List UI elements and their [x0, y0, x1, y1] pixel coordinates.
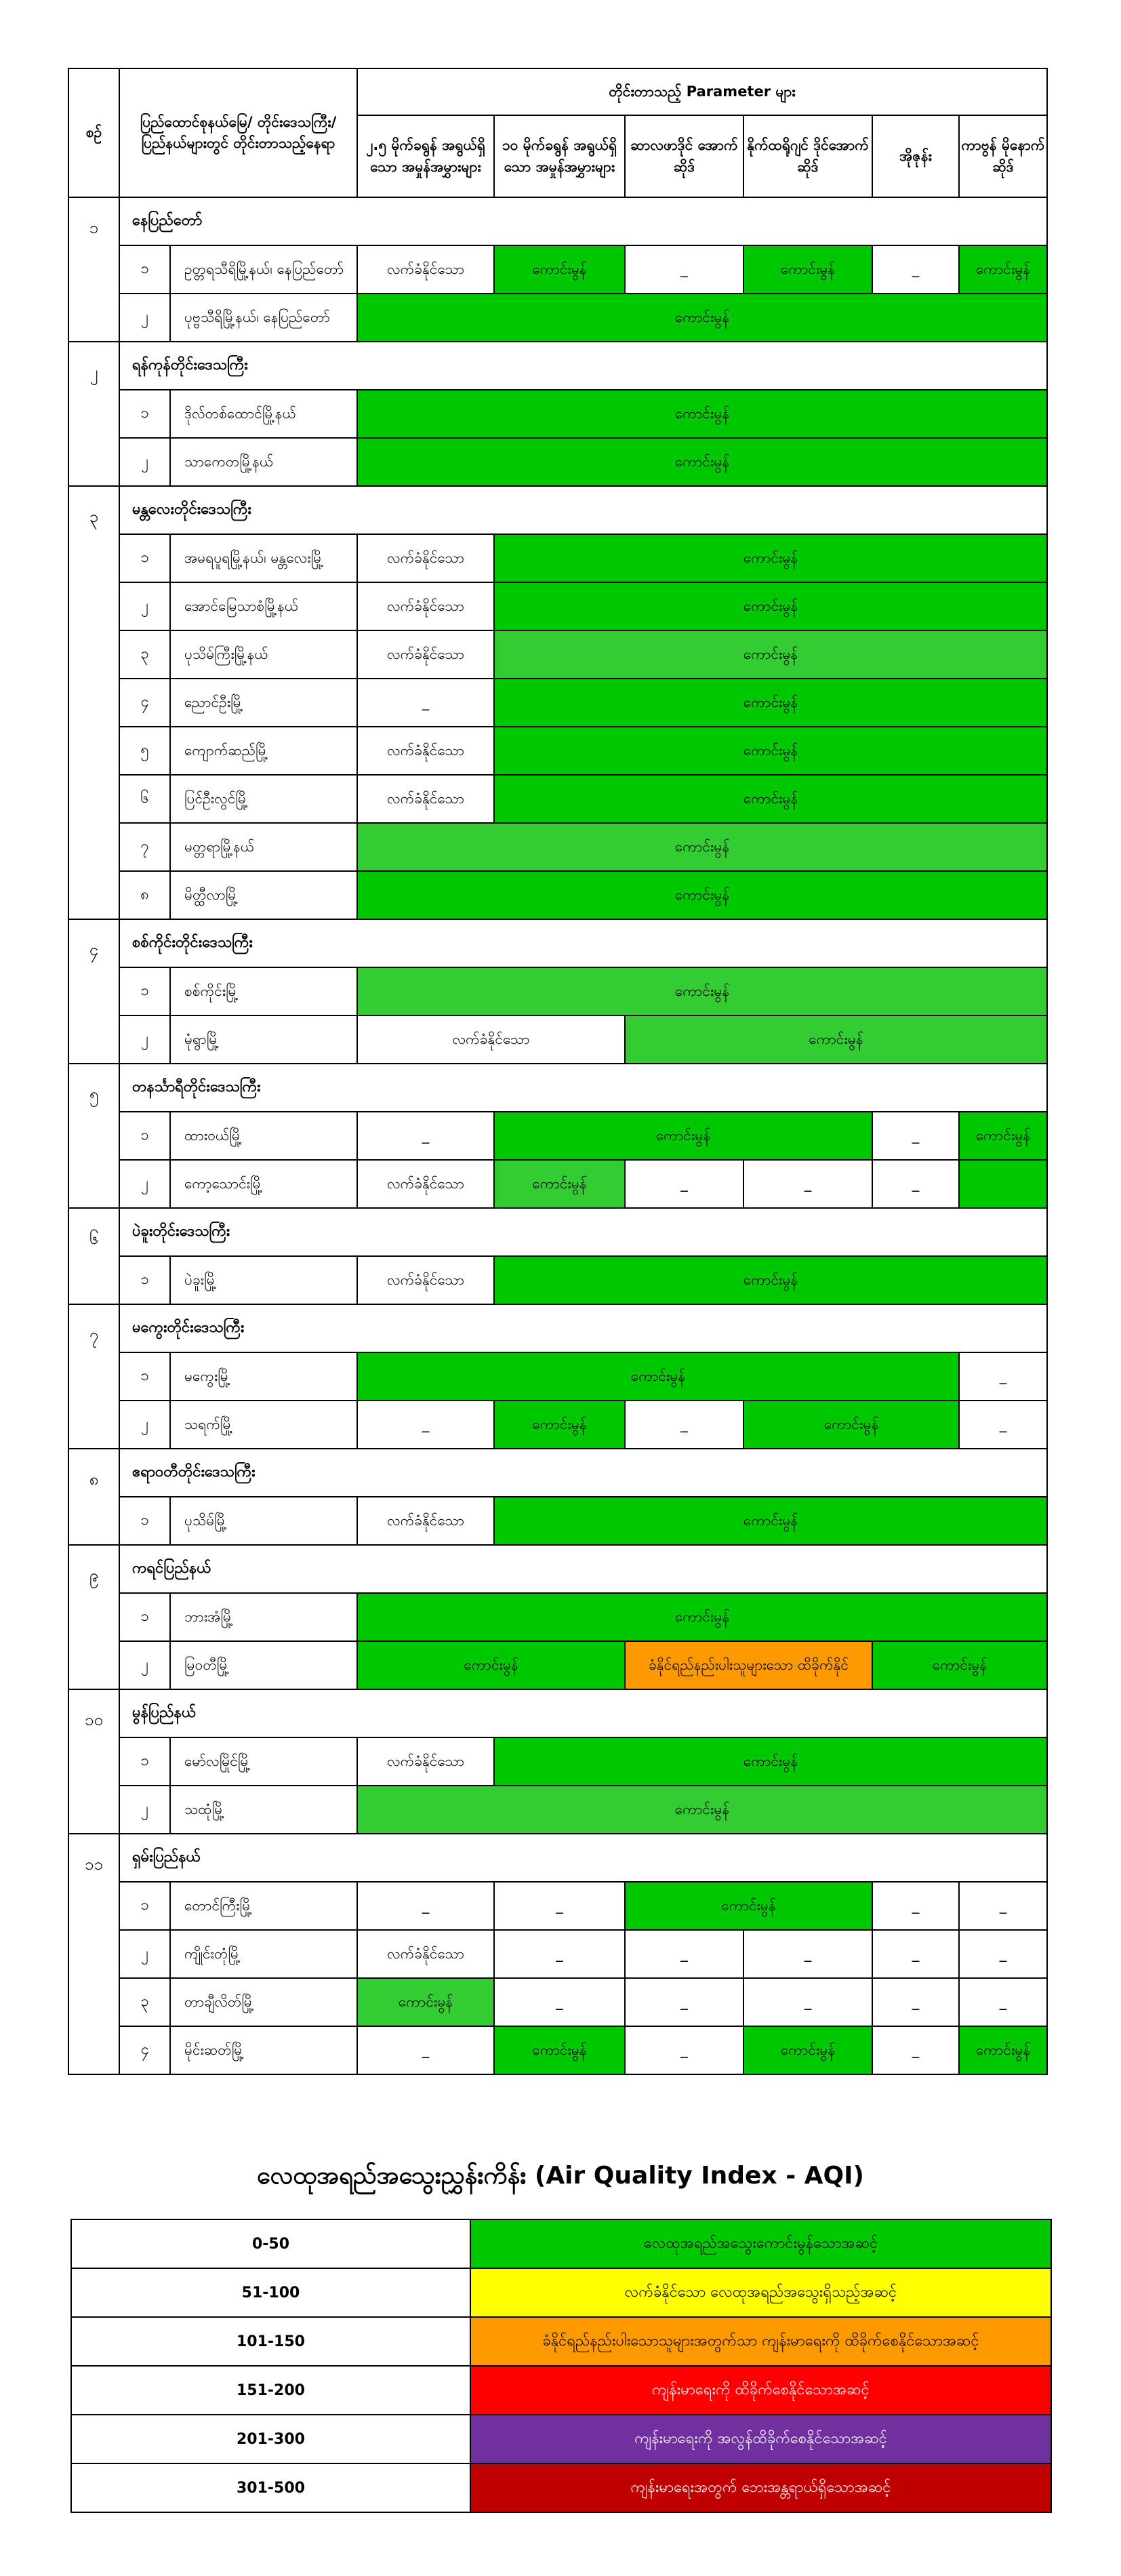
parameter-status-cell: ကောင်းမွန်: [494, 1256, 1047, 1304]
region-number: ၆: [68, 1208, 119, 1304]
parameter-status-cell: ကောင်းမွန်: [494, 582, 1047, 630]
header-row-1: [68, 68, 1047, 115]
station-location: သာကေတမြို့နယ်: [170, 438, 357, 486]
aqi-row: [71, 2268, 1051, 2317]
region-name: နေပြည်တော်: [119, 197, 1047, 245]
station-number: ၇: [119, 823, 170, 871]
station-location: မြဝတီမြို့: [170, 1641, 357, 1689]
station-number: ၃: [119, 630, 170, 679]
parameter-status-cell: _: [625, 1160, 743, 1208]
parameter-status-cell: ကောင်းမွန်: [494, 1160, 625, 1208]
parameter-status-cell: ကောင်းမွန်: [743, 245, 872, 294]
parameter-status-cell: _: [625, 2026, 743, 2074]
parameter-status-cell: ကောင်းမွန်: [357, 1593, 1047, 1641]
parameter-status-cell: ကောင်းမွန်: [494, 1112, 872, 1160]
station-location: သရက်မြို့: [170, 1401, 357, 1449]
station-location: မိုင်းဆတ်မြို့: [170, 2026, 357, 2074]
station-number: ၃: [119, 1978, 170, 2026]
station-row: [68, 967, 1047, 1015]
station-number: ၁: [119, 1256, 170, 1304]
header-co: ကာဗွန် မိုနောက် ဆိုဒ်: [959, 115, 1047, 197]
header-location: ပြည်ထောင်စုနယ်မြေ/ တိုင်းဒေသကြီး/ ပြည်နယ်များတွင် တိုင်းတာသည့်နေရာ: [119, 68, 357, 197]
station-row: [68, 1401, 1047, 1449]
header-no2: နိုက်ထရိုဂျင် ဒိုင်အောက် ဆိုဒ်: [743, 115, 872, 197]
region-row: [68, 486, 1047, 534]
parameter-status-cell: ကောင်းမွန်: [357, 1978, 494, 2026]
header-parameters: တိုင်းတာသည့် Parameter များ: [357, 68, 1047, 115]
station-location: စစ်ကိုင်းမြို့: [170, 967, 357, 1015]
station-location: တောင်ကြီးမြို့: [170, 1882, 357, 1930]
station-row: [68, 1352, 1047, 1401]
region-row: [68, 1449, 1047, 1497]
station-location: ဒိုလ်တစ်ထောင်မြို့နယ်: [170, 390, 357, 438]
parameter-status-cell: ကောင်းမွန်: [357, 1786, 1047, 1834]
parameter-status-cell: _: [872, 1978, 959, 2026]
station-row: [68, 1015, 1047, 1064]
station-location: အောင်မြေသာစံမြို့နယ်: [170, 582, 357, 630]
parameter-status-cell: _: [872, 1930, 959, 1978]
parameter-status-cell: _: [872, 1112, 959, 1160]
station-location: ပဲခူးမြို့: [170, 1256, 357, 1304]
parameter-status-cell: _: [625, 1401, 743, 1449]
aqi-legend-table: [70, 2219, 1052, 2513]
station-row: [68, 1786, 1047, 1834]
aqi-level-label: လက်ခံနိုင်သော လေထုအရည်အသွေးရှိသည့်အဆင့်: [470, 2268, 1051, 2317]
parameter-status-cell: _: [625, 245, 743, 294]
parameter-status-cell: _: [494, 1978, 625, 2026]
header-ozone: အိုဇုန်း: [872, 115, 959, 197]
station-location: မုံရွာမြို့: [170, 1015, 357, 1064]
aqi-range: 0-50: [71, 2219, 470, 2268]
station-row: [68, 1256, 1047, 1304]
parameter-status-cell: _: [743, 1160, 872, 1208]
parameter-status-cell: ကောင်းမွန်: [357, 1352, 959, 1401]
station-location: ဥတ္တရသီရိမြို့နယ်၊ နေပြည်တော်: [170, 245, 357, 294]
aqi-level-label: ကျန်းမာရေးအတွက် ဘေးအန္တရာယ်ရှိသောအဆင့်: [470, 2463, 1051, 2512]
station-number: ၆: [119, 775, 170, 823]
station-location: ထားဝယ်မြို့: [170, 1112, 357, 1160]
region-name: စစ်ကိုင်းတိုင်းဒေသကြီး: [119, 919, 1047, 967]
station-row: [68, 2026, 1047, 2074]
parameter-status-cell: ခံနိုင်ရည်နည်းပါးသူများသော ထိခိုက်နိုင်: [625, 1641, 872, 1689]
parameter-status-cell: _: [357, 679, 494, 727]
station-location: ပုဗ္ဗသီရိမြို့နယ်၊ နေပြည်တော်: [170, 294, 357, 342]
parameter-status-cell: _: [743, 1978, 872, 2026]
station-location: တာချီလိတ်မြို့: [170, 1978, 357, 2026]
parameter-status-cell: လက်ခံနိုင်သော: [357, 1160, 494, 1208]
parameter-status-cell: _: [959, 1978, 1047, 2026]
region-name: ဧရာဝတီတိုင်းဒေသကြီး: [119, 1449, 1047, 1497]
station-row: [68, 582, 1047, 630]
parameter-status-cell: ကောင်းမွန်: [357, 390, 1047, 438]
station-location: မော်လမြိုင်မြို့: [170, 1737, 357, 1786]
station-number: ၁: [119, 245, 170, 294]
region-number: ၁: [68, 197, 119, 342]
parameter-status-cell: ကောင်းမွန်: [959, 245, 1047, 294]
parameter-status-cell: _: [959, 1930, 1047, 1978]
aqi-level-label: ကျန်းမာရေးကို အလွန်ထိခိုက်စေနိုင်သောအဆင့်: [470, 2415, 1051, 2463]
parameter-status-cell: ကောင်းမွန်: [494, 775, 1047, 823]
header-no: စဉ်: [68, 68, 119, 197]
station-number: ၂: [119, 294, 170, 342]
station-number: ၁: [119, 1593, 170, 1641]
aqi-level-label: ကျန်းမာရေးကို ထိခိုက်စေနိုင်သောအဆင့်: [470, 2366, 1051, 2415]
region-number: ၅: [68, 1064, 119, 1208]
parameter-status-cell: _: [625, 1978, 743, 2026]
station-row: [68, 1930, 1047, 1978]
parameter-status-cell: _: [959, 1352, 1047, 1401]
station-number: ၂: [119, 1401, 170, 1449]
parameter-status-cell: _: [357, 2026, 494, 2074]
station-location: အမရပူရမြို့နယ်၊ မန္တလေးမြို့: [170, 534, 357, 582]
aqi-row: [71, 2366, 1051, 2415]
parameter-status-cell: ကောင်းမွန်: [494, 2026, 625, 2074]
station-number: ၁: [119, 1352, 170, 1401]
region-row: [68, 342, 1047, 390]
parameter-status-cell: ကောင်းမွန်: [357, 438, 1047, 486]
station-number: ၂: [119, 1930, 170, 1978]
station-row: [68, 775, 1047, 823]
region-row: [68, 1208, 1047, 1256]
header-so2: ဆာလဖာဒိုင် အောက်ဆိုဒ်: [625, 115, 743, 197]
parameter-status-cell: ကောင်းမွန်: [743, 2026, 872, 2074]
region-number: ၂: [68, 342, 119, 486]
parameter-status-cell: လက်ခံနိုင်သော: [357, 727, 494, 775]
aqi-row: [71, 2317, 1051, 2366]
aqi-title: လေထုအရည်အသွေးညွှန်းကိန်း (Air Quality Index - AQI): [257, 2162, 864, 2190]
station-number: ၅: [119, 727, 170, 775]
parameter-status-cell: ကောင်းမွန်: [494, 1401, 625, 1449]
region-name: မန္တလေးတိုင်းဒေသကြီး: [119, 486, 1047, 534]
station-row: [68, 294, 1047, 342]
parameter-status-cell: ကောင်းမွန်: [357, 294, 1047, 342]
parameter-status-cell: _: [959, 1401, 1047, 1449]
aqi-level-label: ခံနိုင်ရည်နည်းပါးသောသူများအတွက်သာ ကျန်းမာရေးကို ထိခိုက်စေနိုင်သောအဆင့်: [470, 2317, 1051, 2366]
parameter-status-cell: လက်ခံနိုင်သော: [357, 1497, 494, 1545]
aqi-row: [71, 2415, 1051, 2463]
region-name: ကရင်ပြည်နယ်: [119, 1545, 1047, 1593]
parameter-status-cell: လက်ခံနိုင်သော: [357, 1256, 494, 1304]
region-name: မွန်ပြည်နယ်: [119, 1689, 1047, 1737]
aqi-range: 51-100: [71, 2268, 470, 2317]
station-number: ၁: [119, 1882, 170, 1930]
station-row: [68, 1160, 1047, 1208]
parameter-status-cell: ကောင်းမွန်: [959, 1112, 1047, 1160]
parameter-status-cell: _: [357, 1112, 494, 1160]
parameter-status-cell: လက်ခံနိုင်သော: [357, 534, 494, 582]
region-name: မကွေးတိုင်းဒေသကြီး: [119, 1304, 1047, 1352]
station-location: ကော့သောင်းမြို့: [170, 1160, 357, 1208]
station-number: ၁: [119, 534, 170, 582]
station-location: ကျိုင်းတုံမြို့: [170, 1930, 357, 1978]
parameter-status-cell: _: [959, 1882, 1047, 1930]
station-row: [68, 1882, 1047, 1930]
region-number: ၈: [68, 1449, 119, 1545]
station-number: ၂: [119, 1160, 170, 1208]
parameter-status-cell: ကောင်းမွန်: [959, 2026, 1047, 2074]
region-name: ရန်ကုန်တိုင်းဒေသကြီး: [119, 342, 1047, 390]
parameter-status-cell: _: [872, 1160, 959, 1208]
station-number: ၂: [119, 438, 170, 486]
parameter-status-cell: လက်ခံနိုင်သော: [357, 1737, 494, 1786]
station-location: ပုသိမ်မြို့: [170, 1497, 357, 1545]
station-number: ၁: [119, 390, 170, 438]
station-row: [68, 390, 1047, 438]
station-row: [68, 679, 1047, 727]
station-row: [68, 1737, 1047, 1786]
station-location: ပြင်ဦးလွင်မြို့: [170, 775, 357, 823]
station-location: မကွေးမြို့: [170, 1352, 357, 1401]
aqi-range: 151-200: [71, 2366, 470, 2415]
station-row: [68, 1497, 1047, 1545]
parameter-status-cell: ကောင်းမွန်: [494, 534, 1047, 582]
station-row: [68, 245, 1047, 294]
parameter-status-cell: လက်ခံနိုင်သော: [357, 1930, 494, 1978]
station-row: [68, 1112, 1047, 1160]
parameter-status-cell: _: [743, 1930, 872, 1978]
region-row: [68, 919, 1047, 967]
station-row: [68, 1593, 1047, 1641]
aqi-range: 301-500: [71, 2463, 470, 2512]
region-row: [68, 1545, 1047, 1593]
parameter-status-cell: ကောင်းမွန်: [357, 823, 1047, 871]
station-location: ညောင်ဦးမြို့: [170, 679, 357, 727]
aqi-level-label: လေထုအရည်အသွေးကောင်းမွန်သောအဆင့်: [470, 2219, 1051, 2268]
parameter-status-cell: ကောင်းမွန်: [494, 1497, 1047, 1545]
parameter-status-cell: လက်ခံနိုင်သော: [357, 775, 494, 823]
aqi-range: 101-150: [71, 2317, 470, 2366]
station-row: [68, 823, 1047, 871]
station-row: [68, 1978, 1047, 2026]
parameter-status-cell: ကောင်းမွန်: [494, 630, 1047, 679]
region-number: ၃: [68, 486, 119, 919]
region-number: ၁၀: [68, 1689, 119, 1834]
header-pm25: ၂.၅ မိုက်ခရွန် အရွယ်ရှိသော အမှုန်အမွှားများ: [357, 115, 494, 197]
air-quality-table: [68, 68, 1048, 2075]
station-location: ပုသိမ်ကြီးမြို့နယ်: [170, 630, 357, 679]
parameter-status-cell: ကောင်းမွန်: [357, 1641, 625, 1689]
station-number: ၄: [119, 679, 170, 727]
station-number: ၁: [119, 967, 170, 1015]
region-name: ပဲခူးတိုင်းဒေသကြီး: [119, 1208, 1047, 1256]
aqi-range: 201-300: [71, 2415, 470, 2463]
station-row: [68, 1641, 1047, 1689]
parameter-status-cell: ကောင်းမွန်: [494, 245, 625, 294]
station-location: ကျောက်ဆည်မြို့: [170, 727, 357, 775]
parameter-status-cell: _: [494, 1882, 625, 1930]
station-number: ၄: [119, 2026, 170, 2074]
parameter-status-cell: ကောင်းမွန်: [625, 1882, 872, 1930]
region-row: [68, 1304, 1047, 1352]
parameter-status-cell: လက်ခံနိုင်သော: [357, 582, 494, 630]
parameter-status-cell: _: [494, 1930, 625, 1978]
station-number: ၂: [119, 582, 170, 630]
region-number: ၉: [68, 1545, 119, 1689]
station-location: ဘားအံမြို့: [170, 1593, 357, 1641]
parameter-status-cell: _: [357, 1401, 494, 1449]
parameter-status-cell: ကောင်းမွန်: [494, 727, 1047, 775]
station-number: ၂: [119, 1641, 170, 1689]
station-location: မတ္တရာမြို့နယ်: [170, 823, 357, 871]
station-number: ၁: [119, 1737, 170, 1786]
station-number: ၈: [119, 871, 170, 919]
parameter-status-cell: ကောင်းမွန်: [494, 1737, 1047, 1786]
parameter-status-cell: လက်ခံနိုင်သော: [357, 245, 494, 294]
aqi-row: [71, 2463, 1051, 2512]
region-number: ၄: [68, 919, 119, 1064]
parameter-status-cell: _: [625, 1930, 743, 1978]
parameter-status-cell: ကောင်းမွန်: [357, 967, 1047, 1015]
station-row: [68, 727, 1047, 775]
parameter-status-cell: လက်ခံနိုင်သော: [357, 1015, 625, 1064]
station-row: [68, 438, 1047, 486]
station-number: ၁: [119, 1112, 170, 1160]
parameter-status-cell: ကောင်းမွန်: [357, 871, 1047, 919]
header-pm10: ၁၀ မိုက်ခရွန် အရွယ်ရှိသော အမှုန်အမွှားများ: [494, 115, 625, 197]
region-row: [68, 1834, 1047, 1882]
parameter-status-cell: _: [357, 1882, 494, 1930]
parameter-status-cell: ကောင်းမွန်: [625, 1015, 1047, 1064]
parameter-status-cell: _: [872, 2026, 959, 2074]
region-number: ၇: [68, 1304, 119, 1449]
station-location: မိတ္ထီလာမြို့: [170, 871, 357, 919]
region-row: [68, 197, 1047, 245]
region-row: [68, 1689, 1047, 1737]
station-row: [68, 534, 1047, 582]
parameter-status-cell: ကောင်းမွန်: [872, 1641, 1047, 1689]
region-name: ရှမ်းပြည်နယ်: [119, 1834, 1047, 1882]
station-row: [68, 871, 1047, 919]
parameter-status-cell: [959, 1160, 1047, 1208]
parameter-status-cell: လက်ခံနိုင်သော: [357, 630, 494, 679]
station-number: ၂: [119, 1015, 170, 1064]
parameter-status-cell: ကောင်းမွန်: [743, 1401, 959, 1449]
parameter-status-cell: _: [872, 245, 959, 294]
station-row: [68, 630, 1047, 679]
parameter-status-cell: ကောင်းမွန်: [494, 679, 1047, 727]
aqi-row: [71, 2219, 1051, 2268]
parameter-status-cell: _: [872, 1882, 959, 1930]
station-number: ၁: [119, 1497, 170, 1545]
station-location: သထုံမြို့: [170, 1786, 357, 1834]
region-number: ၁၁: [68, 1834, 119, 2074]
station-number: ၂: [119, 1786, 170, 1834]
region-name: တနင်္သာရီတိုင်းဒေသကြီး: [119, 1064, 1047, 1112]
region-row: [68, 1064, 1047, 1112]
